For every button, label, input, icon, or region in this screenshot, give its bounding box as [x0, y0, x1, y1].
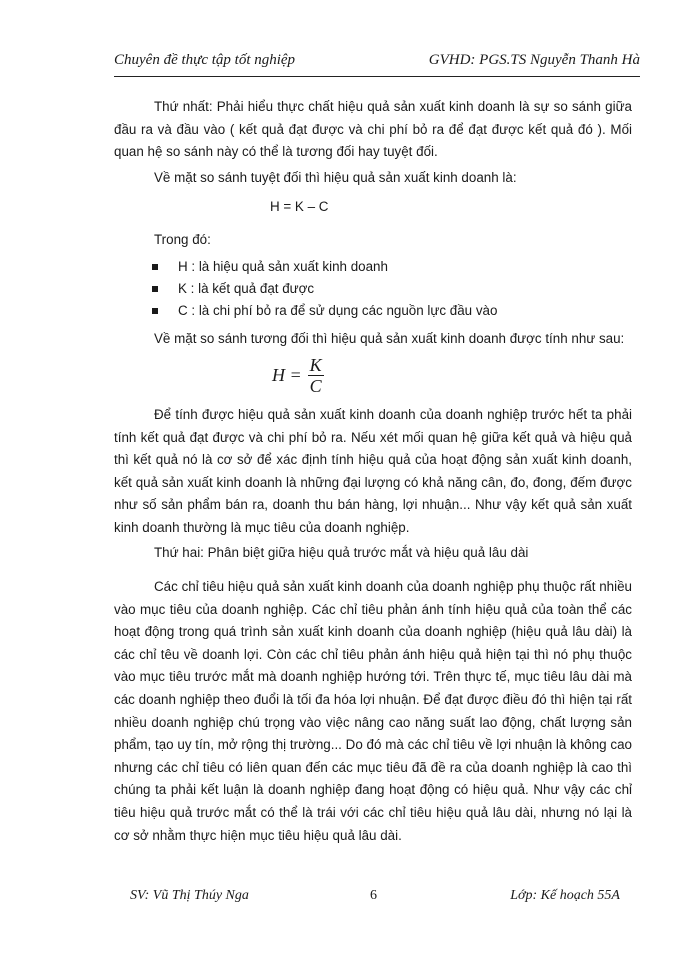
footer-class: Lớp: Kế hoạch 55A: [510, 888, 620, 903]
formula-numerator: K: [309, 355, 322, 375]
formula-absolute: H = K – C: [270, 199, 329, 214]
formula-lhs: H =: [272, 365, 302, 385]
paragraph-absolute-comparison: Về mặt so sánh tuyệt đối thì hiệu quả sản xuất kinh doanh là:: [154, 170, 517, 185]
paragraph-trong-do: Trong đó:: [154, 232, 211, 247]
formula-fraction: [308, 355, 324, 396]
definition-list: [152, 256, 497, 322]
paragraph-relative-comparison: Về mặt so sánh tương đối thì hiệu quả sản xuất kinh doanh được tính như sau:: [154, 331, 625, 346]
paragraph-chi-tieu: Các chỉ tiêu hiệu quả sản xuất kinh doanh của doanh nghiệp phụ thuộc rất nhiều vào mục tiêu của doanh nghiệp. Các chỉ tiêu phản ánh tính hiệu quả của toàn thể các hoạt động trong quá trình sản xuất kinh doanh của doanh nghiệp (hiệu quả lâu dài) là các chỉ têu về doanh lợi. Còn các chỉ tiêu phản ánh hiệu quả hiện tại thì nó phụ thuộc vào mục tiêu trước mắt mà doanh nghiệp hướng tới. Trên thực tế, mục tiêu lâu dài mà các doanh nghiệp theo đuổi là tối đa hóa lợi nhuận. Để đạt được điều đó thì hiện tại rất nhiều doanh nghiệp chú trọng vào việc nâng cao năng suất lao động, chất lượng sản phẩm, tạo uy tín, mở rộng thị trường... Do đó mà các chỉ tiêu về lợi nhuận là không cao nhưng các chỉ tiêu có liên quan đến các mục tiêu đã đề ra của doanh nghiệp là cao thì chúng ta phải kết luận là doanh nghiệp đang hoạt động có hiệu quả. Như vậy các chỉ tiêu hiệu quả trước mắt có thể là trái với các chỉ tiêu hiệu quả lâu dài, nhưng nó lại là cơ sở nhằm thực hiện mục tiêu hiệu quả lâu dài.: [114, 579, 632, 843]
page-header: [114, 50, 640, 77]
bullet-square-icon: [152, 264, 158, 270]
footer-student: SV: Vũ Thị Thúy Nga: [130, 888, 249, 903]
header-title: Chuyên đề thực tập tốt nghiệp: [114, 52, 296, 68]
list-item: C : là chi phí bỏ ra để sử dụng các nguồn lực đầu vào: [152, 300, 497, 322]
paragraph-thu-hai: Thứ hai: Phân biệt giữa hiệu quả trước mắt và hiệu quả lâu dài: [154, 545, 529, 560]
page-number: 6: [370, 888, 377, 903]
formula-denominator: C: [309, 376, 322, 396]
paragraph-thu-nhat: Thứ nhất: Phải hiểu thực chất hiệu quả sản xuất kinh doanh là sự so sánh giữa đầu ra và đầu vào ( kết quả đạt được và chi phí bỏ ra để đạt được kết quả đó ). Mối quan hệ so sánh này có thể là tương đối hay tuyệt đối.: [114, 99, 632, 160]
list-item: H : là hiệu quả sản xuất kinh doanh: [152, 256, 497, 278]
list-item: K : là kết quả đạt được: [152, 278, 497, 300]
header-advisor: GVHD: PGS.TS Nguyễn Thanh Hà: [428, 52, 640, 68]
bullet-square-icon: [152, 308, 158, 314]
formula-relative: [272, 355, 324, 396]
bullet-square-icon: [152, 286, 158, 292]
paragraph-ket-qua: Để tính được hiệu quả sản xuất kinh doanh của doanh nghiệp trước hết ta phải tính kết quả đạt được và chi phí bỏ ra. Nếu xét mối quan hệ giữa kết quả và hiệu quả thì kết quả nó là cơ sở để xác định tính hiệu quả của hoạt động sản xuất kinh doanh, kết quả sản xuất kinh doanh là những đại lượng có khả năng cân, đo, đong, đếm được như số sản phẩm bán ra, doanh thu bán hàng, lợi nhuận... Như vậy kết quả sản xuất kinh doanh thường là mục tiêu của doanh nghiệp.: [114, 407, 632, 535]
